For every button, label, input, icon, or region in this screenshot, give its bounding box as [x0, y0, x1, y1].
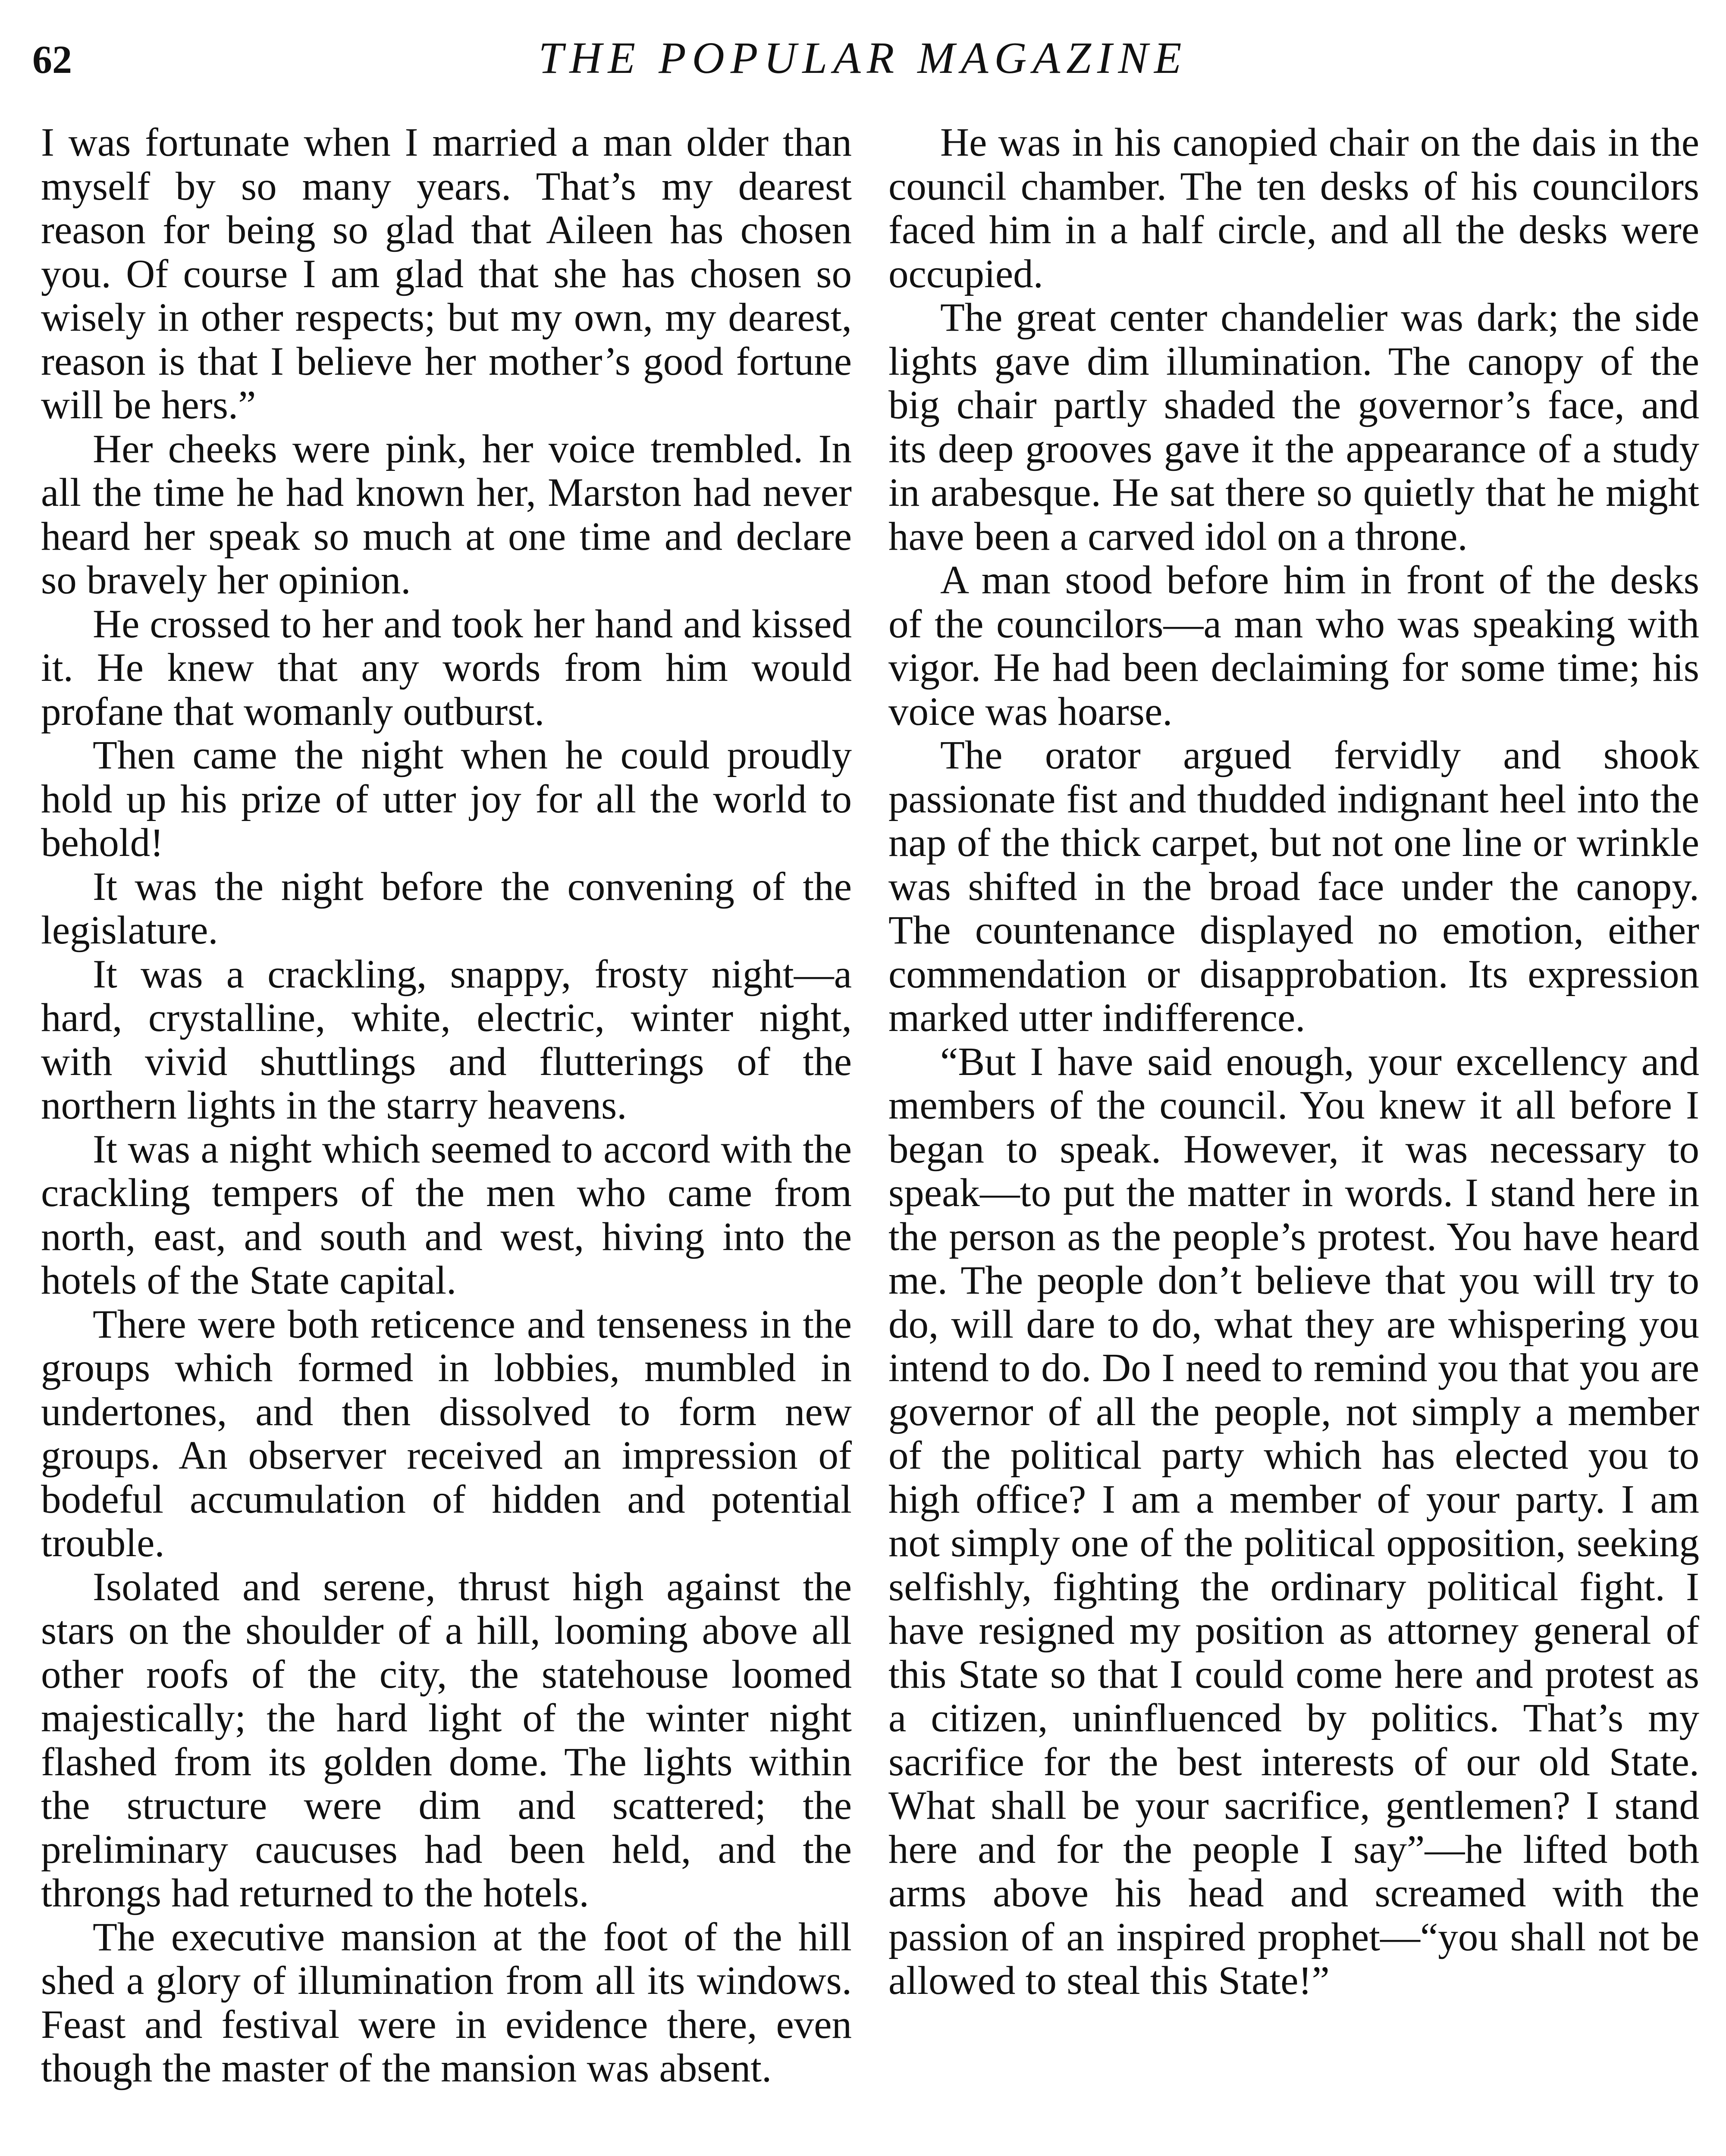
paragraph: It was a crackling, snappy, frosty night—a hard, crystalline, white, electric, winter night, with vivid shuttlings and flutterings of the northern lights in the starry heavens.	[41, 952, 852, 1128]
right-column	[888, 121, 1699, 2003]
paragraph: Isolated and serene, thrust high against the stars on the shoulder of a hill, looming above all other roofs of the city, the statehouse loomed majestically; the hard light of the winter night flashed from its golden dome. The lights within the structure were dim and scattered; the preliminary caucuses had been held, and the throngs had returned to the hotels.	[41, 1564, 852, 1915]
left-column	[41, 121, 852, 2090]
paragraph: There were both reticence and tenseness in the groups which formed in lobbies, mumbled in undertones, and then dissolved to form new groups. An observer received an impression of bodeful accumulation of hidden and potential trouble.	[41, 1302, 852, 1565]
paragraph: He was in his canopied chair on the dais in the council chamber. The ten desks of his councilors faced him in a half circle, and all the desks were occupied.	[888, 120, 1699, 296]
paragraph: It was the night before the convening of the legislature.	[41, 864, 852, 953]
page-header	[32, 32, 1694, 88]
page-number: 62	[32, 38, 72, 81]
paragraph: “But I have said enough, your excellency and members of the council. You knew it all before I began to speak. However, it was necessary to speak—to put the matter in words. I stand here in the person as the people’s protest. You have heard me. The people don’t believe that you will try to do, will dare to do, what they are whispering you intend to do. Do I need to remind you that you are governor of all the people, not simply a member of the political party which has elected you to high office? I am a member of your party. I am not simply one of the political opposition, seeking selfishly, fighting the ordinary political fight. I have resigned my position as attorney general of this State so that I could come here and protest as a citizen, uninfluenced by politics. That’s my sacrifice for the best interests of our old State. What shall be your sacrifice, gentlemen? I stand here and for the people I say”—he lifted both arms above his head and screamed with the passion of an inspired prophet—“you shall not be allowed to steal this State!”	[888, 1039, 1699, 2003]
magazine-title: THE POPULAR MAGAZINE	[538, 33, 1188, 83]
paragraph: The orator argued fervidly and shook passionate fist and thudded indignant heel into the nap of the thick carpet, but not one line or wrinkle was shifted in the broad face under the canopy. The countenance displayed no emotion, either commendation or disapprobation. Its expression marked utter indifference.	[888, 733, 1699, 1040]
paragraph: It was a night which seemed to accord with the crackling tempers of the men who came from north, east, and south and west, hiving into the hotels of the State capital.	[41, 1127, 852, 1303]
paragraph: He crossed to her and took her hand and kissed it. He knew that any words from him would profane that womanly outburst.	[41, 602, 852, 734]
paragraph: The great center chandelier was dark; the side lights gave dim illumination. The canopy of the big chair partly shaded the governor’s face, and its deep grooves gave it the appearance of a study in arabesque. He sat there so quietly that he might have been a carved idol on a throne.	[888, 295, 1699, 559]
paragraph: Her cheeks were pink, her voice trembled. In all the time he had known her, Marston had never heard her speak so much at one time and declare so bravely her opinion.	[41, 426, 852, 602]
paragraph: The executive mansion at the foot of the hill shed a glory of illumination from all its windows. Feast and festival were in evidence there, even though the master of the mansion was absent.	[41, 1915, 852, 2090]
paragraph: A man stood before him in front of the desks of the councilors—a man who was speaking with vigor. He had been declaiming for some time; his voice was hoarse.	[888, 558, 1699, 734]
paragraph: Then came the night when he could proudly hold up his prize of utter joy for all the world to behold!	[41, 733, 852, 865]
paragraph: I was fortunate when I married a man older than myself by so many years. That’s my dearest reason for being so glad that Aileen has chosen you. Of course I am glad that she has chosen so wisely in other respects; but my own, my dearest, reason is that I believe her mother’s good fortune will be hers.”	[41, 120, 852, 427]
